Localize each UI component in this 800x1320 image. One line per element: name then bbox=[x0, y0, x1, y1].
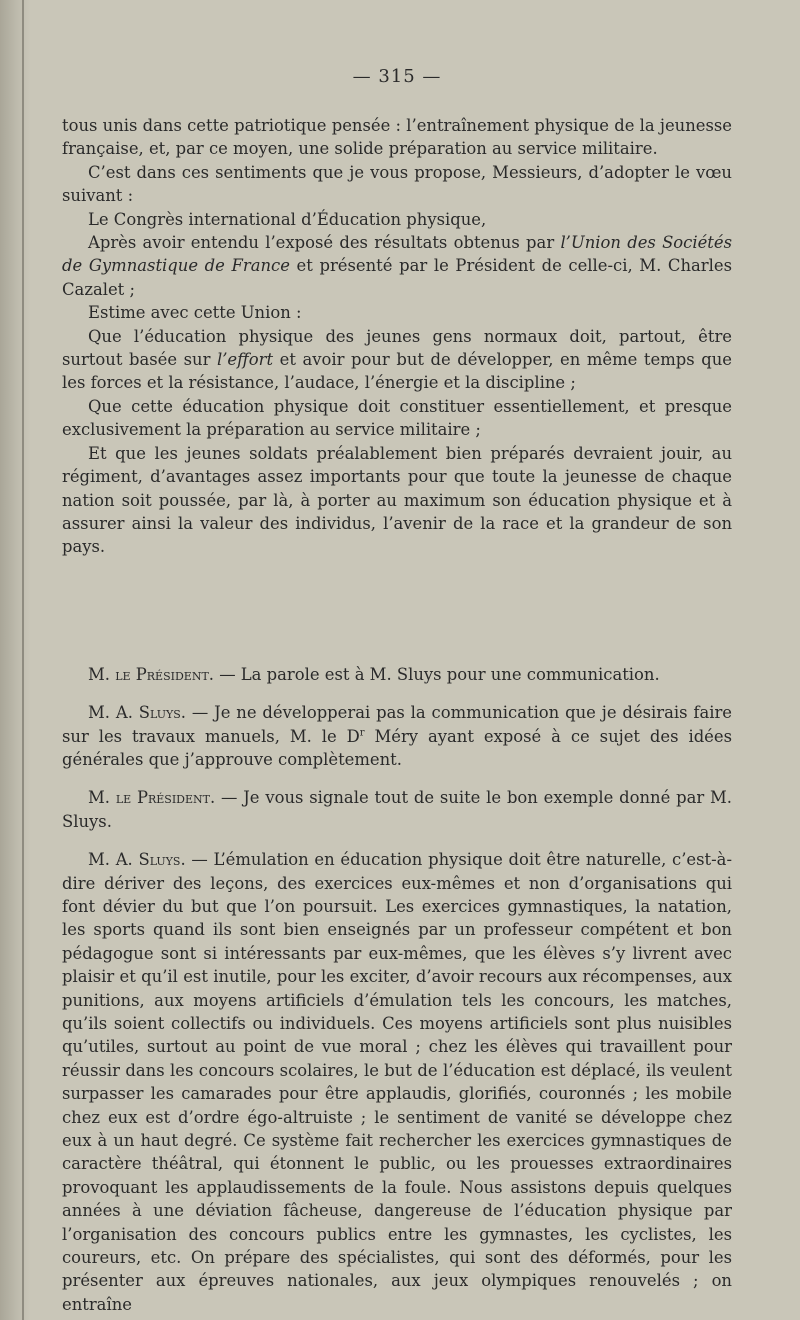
page-number: — 315 — bbox=[352, 66, 442, 87]
speaker-name: Sluys bbox=[138, 850, 181, 870]
paragraph-5: Estime avec cette Union : bbox=[88, 303, 302, 323]
speaker-name: le Président bbox=[115, 664, 209, 684]
speech-sluys-2: M. A. Sluys. — L’émulation en éducation physique doit être naturelle, c’est-à-dire dériver des leçons, des exercices eux-mêmes et non d’organisations qui font dévier du but que l’on poursuit. Les exercices gymnastiques, la natation, les sports quand ils sont bien enseignés par un professeur compétent et bon pédagogue sont si intéressants par eux-mêmes, que les élèves s’y livrent avec plaisir et qu’il est inutile, pour les exciter, d’avoir recours aux récompenses, aux punitions, aux moyens artificiels d’émulation tels les concours, les matches, qu’ils soient collectifs ou individuels. Ces moyens artificiels sont plus nuisibles qu’utiles, surtout au point de vue moral ; chez les élèves qui travaillent pour réussir dans les concours scolaires, le but de l’éducation est déplacé, ils veulent surpasser les camarades pour être applaudis, glorifiés, couronnés ; les mobile chez eux est d’ordre égo-altruiste ; le sentiment de vanité se développe chez eux à un haut degré. Ce système fait rechercher les exercices gymnastiques de caractère théâtral, qui étonnent le public, ou les prouesses extraordinaires provoquant les applaudissements de la foule. Nous assistons depuis quelques années à une déviation fâcheuse, dangereuse de l’éducation physique par l’organisation des concours publics entre les gymnastes, les cyclistes, les coureurs, etc. On prépare des spécialistes, qui sont des déformés, pour les présenter aux épreuves nationales, aux jeux olympiques renouvelés ; on entraîne bbox=[62, 850, 732, 1314]
book-gutter-line bbox=[22, 0, 24, 1320]
paragraph-8: Et que les jeunes soldats préalablement bien préparés devraient jouir, au régiment, d’avantages assez importants pour que toute la jeunesse de chaque nation soit poussée, par là, à porter au maximum son éducation physique et à assurer ainsi la valeur des individus, l’avenir de la race et la grandeur de son pays. bbox=[62, 443, 732, 557]
italic-union-name: l’Union des Sociétés de Gymnastique de France bbox=[62, 233, 732, 276]
paragraph-3: Le Congrès international d’Éducation physique, bbox=[88, 209, 487, 229]
book-binding-shadow bbox=[0, 0, 30, 1320]
paragraph-7: Que cette éducation physique doit constituer essentiellement, et presque exclusivement la préparation au service militaire ; bbox=[62, 396, 732, 440]
paragraph-4: Après avoir entendu l’exposé des résultats obtenus par l’Union des Sociétés de Gymnastique de France et présenté par le Président de celle-ci, M. Charles Cazalet ; bbox=[62, 233, 732, 299]
speech-president-1: M. le Président. — La parole est à M. Sluys pour une communication. bbox=[88, 664, 660, 684]
speech-president-2: M. le Président. — Je vous signale tout de suite le bon exemple donné par M. Sluys. bbox=[62, 788, 732, 831]
speech-sluys-1: M. A. Sluys. — Je ne développerai pas la communication que je désirais faire sur les travaux manuels, M. le $D^r$ Méry ayant exposé à ce sujet des idées générales que j’approuve complètement. bbox=[62, 703, 732, 769]
speaker-name: le Président bbox=[115, 788, 210, 808]
italic-effort: l’effort bbox=[216, 350, 274, 370]
paragraph-6: Que l’éducation physique des jeunes gens normaux doit, partout, être surtout basée sur l’effort et avoir pour but de développer, en même temps que les forces et la résistance, l’audace, l’énergie et la discipline ; bbox=[62, 326, 732, 393]
section-gap bbox=[62, 559, 732, 663]
paragraph-1: tous unis dans cette patriotique pensée : l’entraînement physique de la jeunesse française, et, par ce moyen, une solide préparation au service militaire. bbox=[62, 116, 732, 159]
book-page bbox=[62, 62, 732, 1316]
paragraph-2: C’est dans ces sentiments que je vous propose, Messieurs, d’adopter le vœu suivant : bbox=[62, 162, 732, 206]
speaker-name: Sluys bbox=[138, 703, 181, 723]
